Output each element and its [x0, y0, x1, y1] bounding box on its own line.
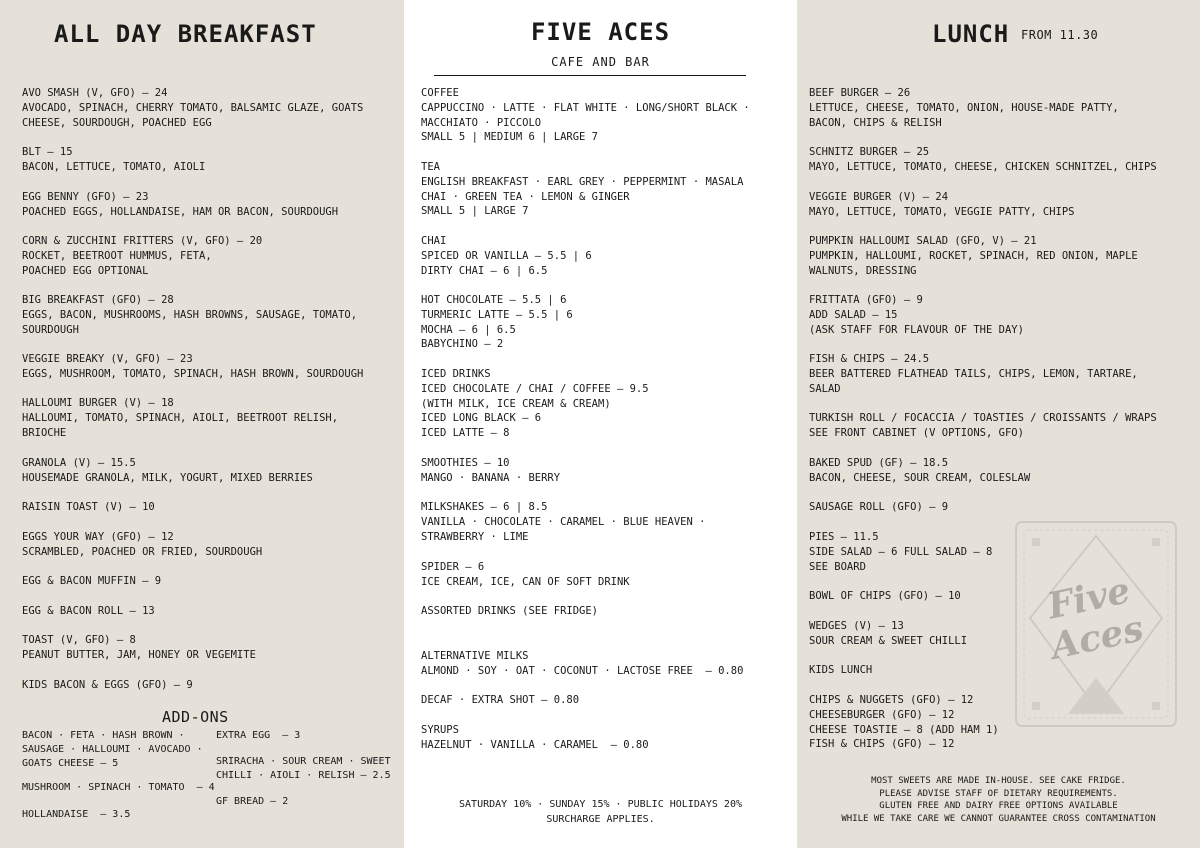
menu-item: [809, 234, 1138, 278]
menu-item-name: BLT — 15: [22, 146, 73, 158]
menu-item: [22, 530, 262, 560]
menu-item: [421, 367, 649, 441]
menu-item-description: EGGS, BACON, MUSHROOMS, HASH BROWNS, SAUSAGE, TOMATO,: [22, 308, 358, 321]
menu-item-name: RAISIN TOAST (V) — 10: [22, 501, 155, 513]
breakfast-title: ALL DAY BREAKFAST: [54, 20, 317, 48]
menu-item-name: ALTERNATIVE MILKS: [421, 650, 529, 662]
menu-item-description: AVOCADO, SPINACH, CHERRY TOMATO, BALSAMIC GLAZE, GOATS: [22, 101, 364, 114]
menu-item: [809, 530, 992, 574]
menu-item-name: BOWL OF CHIPS (GFO) — 10: [809, 590, 961, 602]
lunch-time-note: FROM 11.30: [1021, 28, 1099, 42]
menu-item: [809, 352, 1138, 396]
menu-item: [22, 234, 262, 278]
note-line: GLUTEN FREE AND DAIRY FREE OPTIONS AVAILABLE: [879, 801, 1118, 811]
menu-item-description: CHEESEBURGER (GFO) — 12: [809, 708, 955, 721]
menu-item-name: EXTRA EGG — 3: [216, 730, 301, 741]
menu-item-description: ICED LATTE — 8: [421, 427, 510, 440]
menu-item-name: MILKSHAKES — 6 | 8.5: [421, 501, 548, 513]
menu-item-description: HALLOUMI, TOMATO, SPINACH, AIOLI, BEETROOT RELISH,: [22, 411, 339, 424]
menu-item-name: SMOOTHIES — 10: [421, 457, 510, 469]
menu-item-description: ALMOND · SOY · OAT · COCONUT · LACTOSE FREE — 0.80: [421, 664, 744, 677]
title-divider: [434, 75, 746, 76]
menu-item-description: WALNUTS, DRESSING: [809, 264, 917, 277]
menu-item: [421, 693, 579, 708]
menu-item: [421, 234, 592, 278]
menu-item-name: KIDS BACON & EGGS (GFO) — 9: [22, 679, 193, 691]
note-line: SURCHARGE APPLIES.: [546, 813, 655, 825]
menu-item-name: SPIDER — 6: [421, 561, 485, 573]
logo-wordmark: Five Aces: [1043, 569, 1148, 668]
menu-item-name: HOT CHOCOLATE — 5.5 | 6: [421, 294, 567, 306]
menu-item: [421, 723, 649, 753]
menu-item-description: SAUSAGE · HALLOUMI · AVOCADO ·: [22, 744, 203, 755]
menu-item-description: MOCHA — 6 | 6.5: [421, 323, 516, 336]
menu-item-description: GOATS CHEESE — 5: [22, 758, 119, 769]
menu-item-name: HALLOUMI BURGER (V) — 18: [22, 397, 174, 409]
menu-item-name: PUMPKIN HALLOUMI SALAD (GFO, V) — 21: [809, 235, 1037, 247]
menu-item: [421, 649, 743, 679]
menu-item-description: ADD SALAD — 15: [809, 308, 898, 321]
menu-item-name: SYRUPS: [421, 724, 459, 736]
menu-item-description: HOUSEMADE GRANOLA, MILK, YOGURT, MIXED BERRIES: [22, 471, 313, 484]
menu-item-name: TOAST (V, GFO) — 8: [22, 634, 136, 646]
menu-item-description: PEANUT BUTTER, JAM, HONEY OR VEGEMITE: [22, 648, 256, 661]
menu-item: [22, 729, 203, 771]
menu-item-name: EGGS YOUR WAY (GFO) — 12: [22, 531, 174, 543]
menu-item-name: TURKISH ROLL / FOCACCIA / TOASTIES / CROISSANTS / WRAPS: [809, 412, 1157, 424]
menu-item: [421, 560, 630, 590]
menu-item-description: HAZELNUT · VANILLA · CARAMEL — 0.80: [421, 738, 649, 751]
menu-item-name: BAKED SPUD (GF) — 18.5: [809, 457, 949, 469]
menu-item-description: MAYO, LETTUCE, TOMATO, VEGGIE PATTY, CHIPS: [809, 205, 1075, 218]
menu-item-description: EGGS, MUSHROOM, TOMATO, SPINACH, HASH BROWN, SOURDOUGH: [22, 367, 364, 380]
menu-item: [809, 693, 999, 752]
menu-item-description: PUMPKIN, HALLOUMI, ROCKET, SPINACH, RED ONION, MAPLE: [809, 249, 1138, 262]
menu-item-description: CHILLI · AIOLI · RELISH — 2.5: [216, 770, 391, 781]
menu-item: [22, 633, 256, 663]
menu-item-name: TEA: [421, 161, 440, 173]
menu-item-name: GF BREAD — 2: [216, 796, 289, 807]
menu-item-description: TURMERIC LATTE — 5.5 | 6: [421, 308, 573, 321]
menu-item-name: FISH & CHIPS — 24.5: [809, 353, 930, 365]
menu-item: [809, 86, 1119, 130]
menu-item-description: ICE CREAM, ICE, CAN OF SOFT DRINK: [421, 575, 630, 588]
drinks-column: [404, 0, 797, 848]
menu-item: [421, 456, 560, 486]
menu-item-name: SRIRACHA · SOUR CREAM · SWEET: [216, 756, 391, 767]
menu-item-name: CORN & ZUCCHINI FRITTERS (V, GFO) — 20: [22, 235, 263, 247]
menu-item-name: SCHNITZ BURGER — 25: [809, 146, 930, 158]
note-line: PLEASE ADVISE STAFF OF DIETARY REQUIREMENTS.: [879, 788, 1118, 799]
addons-title: ADD-ONS: [162, 708, 229, 726]
menu-item: [22, 352, 363, 382]
menu-item-name: WEDGES (V) — 13: [809, 620, 904, 632]
menu-item-description: ENGLISH BREAKFAST · EARL GREY · PEPPERMINT · MASALA: [421, 175, 744, 188]
menu-item: [809, 411, 1157, 441]
menu-item-description: STRAWBERRY · LIME: [421, 530, 529, 543]
menu-item: [421, 293, 573, 352]
menu-item: [22, 604, 155, 619]
menu-item-name: SAUSAGE ROLL (GFO) — 9: [809, 501, 949, 513]
menu-item-description: BABYCHINO — 2: [421, 338, 504, 351]
menu-item-name: ICED DRINKS: [421, 368, 491, 380]
menu-item-description: SOURDOUGH: [22, 323, 79, 336]
menu-item-name: FRITTATA (GFO) — 9: [809, 294, 923, 306]
menu-item-description: CHAI · GREEN TEA · LEMON & GINGER: [421, 190, 630, 203]
dietary-notes: [797, 775, 1200, 825]
menu-item-description: CAPPUCCINO · LATTE · FLAT WHITE · LONG/SHORT BLACK ·: [421, 101, 750, 114]
menu-item-name: VEGGIE BURGER (V) — 24: [809, 191, 949, 203]
menu-item-description: SEE FRONT CABINET (V OPTIONS, GFO): [809, 426, 1024, 439]
menu-item: [809, 456, 1030, 486]
menu-item-description: SPICED OR VANILLA — 5.5 | 6: [421, 249, 592, 262]
menu-item-name: CHIPS & NUGGETS (GFO) — 12: [809, 694, 974, 706]
menu-item-description: MACCHIATO · PICCOLO: [421, 116, 542, 129]
menu-item: [22, 396, 338, 440]
menu-item-description: SMALL 5 | MEDIUM 6 | LARGE 7: [421, 131, 599, 144]
surcharge-note: [404, 798, 797, 827]
menu-item: [809, 190, 1075, 220]
lunch-title: LUNCH: [932, 20, 1010, 48]
menu-item-name: PIES — 11.5: [809, 531, 879, 543]
menu-item: [22, 500, 155, 515]
menu-item-name: VEGGIE BREAKY (V, GFO) — 23: [22, 353, 193, 365]
note-line: WHILE WE TAKE CARE WE CANNOT GUARANTEE CROSS CONTAMINATION: [841, 813, 1156, 824]
menu-item-description: (ASK STAFF FOR FLAVOUR OF THE DAY): [809, 323, 1024, 336]
menu-item-name: HOLLANDAISE — 3.5: [22, 809, 131, 820]
menu-item-name: BEEF BURGER — 26: [809, 87, 911, 99]
menu-item: [216, 729, 300, 743]
menu-item: [22, 808, 130, 822]
menu-item: [22, 293, 357, 337]
cafe-subtitle: CAFE AND BAR: [551, 55, 650, 69]
menu-item-name: EGG & BACON MUFFIN — 9: [22, 575, 162, 587]
menu-item-name: CHAI: [421, 235, 447, 247]
menu-item-description: MANGO · BANANA · BERRY: [421, 471, 561, 484]
menu-item-description: CHEESE TOASTIE — 8 (ADD HAM 1): [809, 723, 999, 736]
menu-item-description: CHEESE, SOURDOUGH, POACHED EGG: [22, 116, 212, 129]
menu-item: [421, 86, 750, 145]
menu-item-name: MUSHROOM · SPINACH · TOMATO — 4: [22, 782, 215, 793]
menu-item-description: SCRAMBLED, POACHED OR FRIED, SOURDOUGH: [22, 545, 263, 558]
menu-item-name: EGG & BACON ROLL — 13: [22, 605, 155, 617]
menu-item-description: LETTUCE, CHEESE, TOMATO, ONION, HOUSE-MADE PATTY,: [809, 101, 1119, 114]
menu-item-description: SEE BOARD: [809, 560, 866, 573]
menu-item-description: SALAD: [809, 382, 841, 395]
menu-item-description: DIRTY CHAI — 6 | 6.5: [421, 264, 548, 277]
menu-item: [809, 589, 961, 604]
menu-item: [22, 145, 205, 175]
menu-item-description: MAYO, LETTUCE, TOMATO, CHEESE, CHICKEN SCHNITZEL, CHIPS: [809, 160, 1157, 173]
menu-item: [809, 500, 948, 515]
menu-item-description: FISH & CHIPS (GFO) — 12: [809, 738, 955, 751]
menu-item-description: POACHED EGGS, HOLLANDAISE, HAM OR BACON, SOURDOUGH: [22, 205, 339, 218]
menu-item-description: VANILLA · CHOCOLATE · CARAMEL · BLUE HEAVEN ·: [421, 515, 706, 528]
menu-item: [22, 781, 215, 795]
menu-item: [22, 190, 338, 220]
menu-item: [809, 145, 1157, 175]
menu-item-name: DECAF · EXTRA SHOT — 0.80: [421, 694, 580, 706]
menu-item-name: BIG BREAKFAST (GFO) — 28: [22, 294, 174, 306]
menu-item-name: GRANOLA (V) — 15.5: [22, 457, 136, 469]
menu-item-name: KIDS LUNCH: [809, 664, 873, 676]
menu-item: [809, 293, 1024, 337]
menu-item: [809, 619, 967, 649]
menu-item: [809, 663, 872, 678]
menu-item-description: BACON, CHIPS & RELISH: [809, 116, 942, 129]
breakfast-column: [0, 0, 404, 848]
menu-item-name: BACON · FETA · HASH BROWN ·: [22, 730, 185, 741]
menu-item: [216, 795, 288, 809]
menu-item: [22, 86, 363, 130]
cafe-name: FIVE ACES: [530, 18, 671, 46]
menu-item-description: BEER BATTERED FLATHEAD TAILS, CHIPS, LEMON, TARTARE,: [809, 367, 1138, 380]
menu-item: [421, 500, 705, 544]
menu-item: [22, 678, 193, 693]
menu-item-description: ICED CHOCOLATE / CHAI / COFFEE — 9.5: [421, 382, 649, 395]
menu-item-description: ICED LONG BLACK — 6: [421, 412, 542, 425]
note-line: MOST SWEETS ARE MADE IN-HOUSE. SEE CAKE FRIDGE.: [871, 776, 1126, 786]
menu-item: [216, 755, 391, 783]
menu-item-description: SMALL 5 | LARGE 7: [421, 205, 529, 218]
menu-item-name: EGG BENNY (GFO) — 23: [22, 191, 149, 203]
menu-item-description: ROCKET, BEETROOT HUMMUS, FETA,: [22, 249, 212, 262]
menu-item-description: SOUR CREAM & SWEET CHILLI: [809, 634, 968, 647]
menu-item: [22, 456, 313, 486]
menu-item: [22, 574, 161, 589]
menu-item-description: BRIOCHE: [22, 426, 67, 439]
menu-item: [421, 160, 743, 219]
menu-item-description: (WITH MILK, ICE CREAM & CREAM): [421, 397, 611, 410]
menu-item: [421, 604, 598, 619]
menu-item-description: SIDE SALAD — 6 FULL SALAD — 8: [809, 545, 993, 558]
menu-item-name: ASSORTED DRINKS (SEE FRIDGE): [421, 605, 599, 617]
menu-item-name: COFFEE: [421, 87, 459, 99]
menu-item-description: BACON, LETTUCE, TOMATO, AIOLI: [22, 160, 206, 173]
note-line: SATURDAY 10% · SUNDAY 15% · PUBLIC HOLIDAYS 20%: [459, 799, 742, 810]
menu-item-description: BACON, CHEESE, SOUR CREAM, COLESLAW: [809, 471, 1031, 484]
menu-item-description: POACHED EGG OPTIONAL: [22, 264, 149, 277]
menu-item-name: AVO SMASH (V, GFO) — 24: [22, 87, 168, 99]
